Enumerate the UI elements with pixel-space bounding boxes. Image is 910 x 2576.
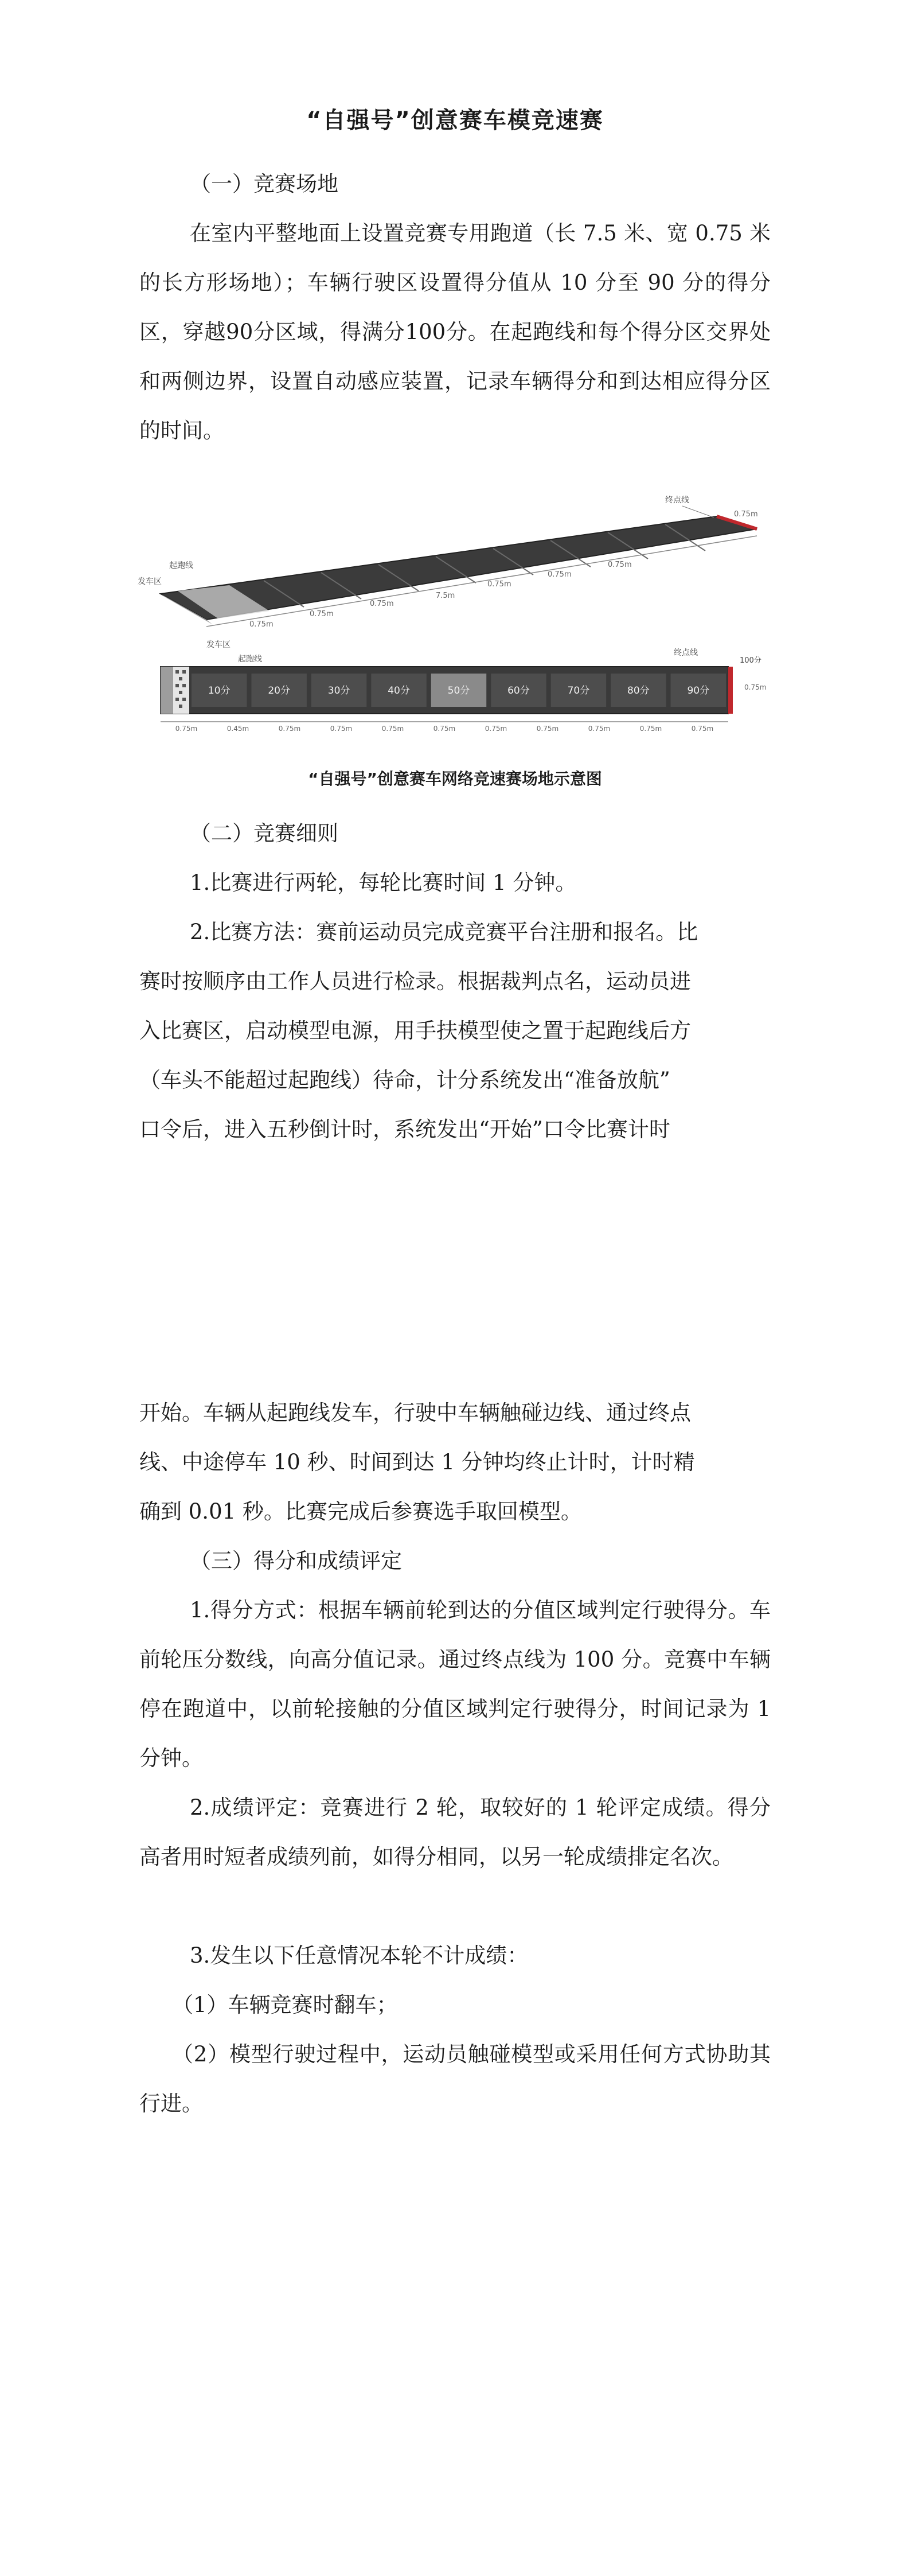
scoring-item-3: 3.发生以下任意情况本轮不计成绩： [190,1943,529,1968]
finish-line-label-top: 终点线 [665,496,689,505]
start-line-label-bottom: 起跑线 [238,655,262,664]
dimension-label: 0.75m [536,725,559,733]
zone-label: 40分 [388,685,410,696]
disqualify-item-2 [139,2030,771,2128]
disqualify-item-1: （1）车辆竞赛时翻车； [172,1993,398,2017]
dimension-label: 0.45m [226,725,249,733]
dim-label: 0.75m [370,600,394,608]
zone-label: 60分 [507,685,530,696]
rules-item-2-cont-line-2: 线、中途停车 10 秒、时间到达 1 分钟均终止计时，计时精 [139,1450,695,1474]
section-heading-venue: （一）竞赛场地 [190,172,338,196]
dimension-label: 0.75m [588,725,611,733]
dim-label: 7.5m [436,592,455,600]
track-perspective-view [138,495,758,629]
zone-label: 50分 [447,685,470,696]
width-label-top: 0.75m [734,510,758,519]
dim-label: 0.75m [608,561,632,569]
dimension-label: 0.75m [433,725,456,733]
dimension-label: 0.75m [330,725,353,733]
track-diagram [138,476,774,752]
rules-item-2-line-2: 赛时按顺序由工作人员进行检录。根据裁判点名，运动员进 [139,969,691,994]
rules-item-2-line-5: 口令后，进入五秒倒计时，系统发出“开始”口令比赛计时 [139,1117,670,1142]
launch-area-label-top: 发车区 [138,577,162,586]
dim-label: 0.75m [249,620,274,629]
dimension-label: 0.75m [639,725,662,733]
dim-label: 0.75m [548,570,572,579]
zone-label: 80分 [627,685,650,696]
rules-item-1: 1.比赛进行两轮，每轮比赛时间 1 分钟。 [190,870,577,895]
dimension-label: 0.75m [485,725,507,733]
width-label-bottom: 0.75m [744,683,767,691]
dimension-label: 0.75m [278,725,301,733]
scoring-item-2 [139,1783,771,1882]
rules-item-2-cont-line-1: 开始。车辆从起跑线发车，行驶中车辆触碰边线、通过终点 [139,1400,691,1425]
scoring-item-2-text: 2.成绩评定：竞赛进行 2 轮，取较好的 1 轮评定成绩。得分高者用时短者成绩列前，如得分相同，以另一轮成绩排定名次。 [139,1795,771,1869]
scoring-item-1 [139,1586,771,1783]
zone-label: 20分 [268,685,290,696]
dim-label: 0.75m [487,580,511,589]
zone-label: 10分 [208,685,231,696]
figure-caption: “自强号”创意赛车网络竞速赛场地示意图 [308,769,602,788]
section-heading-scoring: （三）得分和成绩评定 [190,1548,402,1573]
finish-line-label-bottom: 终点线 [674,648,698,657]
zone-label: 70分 [567,685,590,696]
full-score-label: 100分 [740,656,761,665]
venue-paragraph [139,209,771,456]
dimension-label: 0.75m [175,725,198,733]
rules-item-2-cont-line-3: 确到 0.01 秒。比赛完成后参赛选手取回模型。 [139,1499,582,1524]
start-line-label-top: 起跑线 [169,561,193,570]
disqualify-item-2-text: （2）模型行驶过程中，运动员触碰模型或采用任何方式协助其行进。 [139,2042,771,2116]
zone-label: 90分 [687,685,710,696]
zone-label: 30分 [327,685,350,696]
rules-item-2-line-4: （车头不能超过起跑线）待命，计分系统发出“准备放航” [139,1068,670,1092]
track-flat-view [161,640,766,733]
rules-item-2-line-3: 入比赛区，启动模型电源，用手扶模型使之置于起跑线后方 [139,1018,691,1043]
section-heading-rules: （二）竞赛细则 [190,821,338,846]
dimension-label: 0.75m [381,725,404,733]
rules-item-2-line-1: 2.比赛方法：赛前运动员完成竞赛平台注册和报名。比 [190,920,698,944]
venue-text: 在室内平整地面上设置竞赛专用跑道（长 7.5 米、宽 0.75 米的长方形场地）；车辆行驶区设置得分值从 10 分至 90 分的得分区，穿越90分区域，得满分100分。在起跑线和每个得分区交界处和两侧边界，设置自动感应装置，记录车辆得分和到达相应得分区的时间。 [139,221,771,443]
scoring-item-1-text: 1.得分方式：根据车辆前轮到达的分值区域判定行驶得分。车前轮压分数线，向高分值记录。通过终点线为 100 分。竞赛中车辆停在跑道中，以前轮接触的分值区域判定行驶得分，时间记录为 1 分钟。 [139,1598,771,1770]
dimension-label: 0.75m [691,725,714,733]
dim-label: 0.75m [310,610,334,618]
document-title: “自强号”创意赛车模竞速赛 [306,107,604,134]
launch-area-label-bottom: 发车区 [206,640,231,649]
